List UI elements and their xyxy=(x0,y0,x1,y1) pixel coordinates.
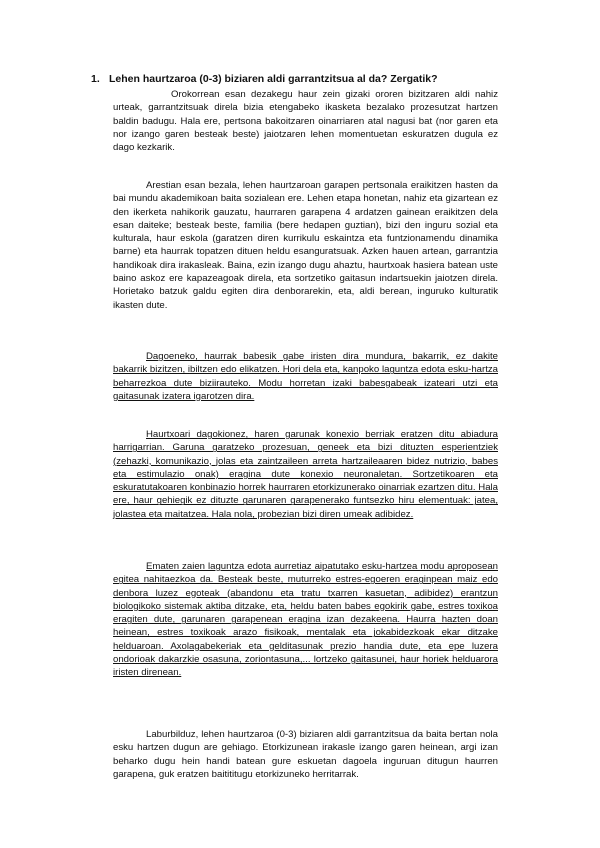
paragraph-conclusion: Laburbilduz, lehen haurtzaroa (0-3) biziaren aldi garrantzitsua da baita bertan nola esku hartzen dugun are gehiago. Etorkizunean irakasle izango garen heinean, argi izan beharko dugu hein handi batean gure eskuetan dagoela inguruan ditugun haurren garapena, guk eratzen baitititugu etorkizuneko herritarrak. xyxy=(113,729,498,780)
paragraph-development: Arestian esan bezala, lehen haurtzaroan garapen pertsonala eraikitzen hasten da bai mundu akademikoan baita sozialean ere. Lehen etapa honetan, nahiz eta gizartean ez den ikerketa nahikorik gauzatu, haurraren garapena 4 ardatzen gainean eraikitzen dela esan daiteke; besteak beste, familia (bere hedapen guztian), bizi den inguru sozial eta kulturala, haur eskola (garatzen diren kurrikulu eskaintza eta funtzionamendu dinamika barne) eta haurrak topatzen dituen heldu esanguratsuak. Azken hauen artean, garrantzia handikoak dira irakasleak. Baina, ezin izango dugu ahaztu, haurtxoak hasiera batean uste baino askoz ere kapazeagoak direla, eta sortzetiko gaitasun indartsuekin jaiotzen direla. Horietako batzuk galdu egiten dira denborarekin, eta, aldi berean, inguruko kulturatik ikasten dute. xyxy=(113,180,498,311)
paragraph-intro: Orokorrean esan dezakegu haur zein gizaki ororen bizitzaren aldi nahiz urteak, garrantzitsuak direla bizia etengabeko ikasketa bezalako prozesutzat hartzen baldin badugu. Hala ere, pertsona bakoitzaren oinarriaren atal nagusi bat (nor garen eta nor izango garen besteak beste) jaiotzaren lehen momentuetan eskuratzen dugula ez dago kezkarik. xyxy=(113,89,498,154)
paragraph-brain-connections: Haurtxoari dagokionez, haren garunak konexio berriak eratzen ditu abiadura harrigarrian. Garuna garatzeko prozesuan, geneek eta bizi dituzten esperientziek (zehazki, komunikazio, jolas eta zaintzaileen arreta hartzaileaaren bidez nutrizio, babes eta estimulazio onak) eragina dute konexio neuronaletan. Sortzetikoaren eta eskuratutakoaren konbinazio horrek haurraren etorkizunerako oinarriak ezartzen ditu. Hala ere, haur gehiegik ez dituzte garunaren garapenerako funtsezko hiru elementuak: jatea, jolastea eta maitatzea. Hala nola, probezian bizi diren umeak adibidez. xyxy=(113,429,498,520)
question-title: Lehen haurtzaroa (0-3) biziaren aldi garrantzitsua al da? Zergatik? xyxy=(109,73,438,85)
paragraph-helpless-newborns: Dagoeneko, haurrak babesik gabe iristen dira mundura, bakarrik, ez dakite bakarrik bizitzen, ibiltzen edo elikatzen. Hori dela eta, kanpoko laguntza edota esku-hartza beharrezkoa dute biziirauteko. Modu horretan izaki babesgabeak izateari utzi eta gaitasunak izatera igarotzen dira. xyxy=(113,351,498,402)
paragraph-toxic-stress: Ematen zaien laguntza edota aurretiaz aipatutako esku-hartzea modu aproposean egitea nahitaezkoa da. Besteak beste, muturreko estres-egoeren eraginpean maiz edo denbora luzez egoteak (abandonu eta tratu txarren kasuetan, adibidez) erantzun biologikoko sistemak aktiba ditzake, eta, heldu baten babes egokirik gabe, estres toxikoa eragiten dute, garunaren garapenean eragina izan dezakeena. Haurra hazten doan heinean, estres toxikoak arazo fisikoak, mentalak eta jokabidezkoak ekar ditzake helduaroan. Axolagabekeriak eta gelditasunak prezio handia dute, eta epe luzera ondorioak dakarzkie osasuna, zoriontasuna,... lortzeko gaitasunei, haur horiek helduarora iristen direnean. xyxy=(113,561,498,679)
question-number: 1. xyxy=(91,73,100,85)
question-heading xyxy=(91,72,511,86)
